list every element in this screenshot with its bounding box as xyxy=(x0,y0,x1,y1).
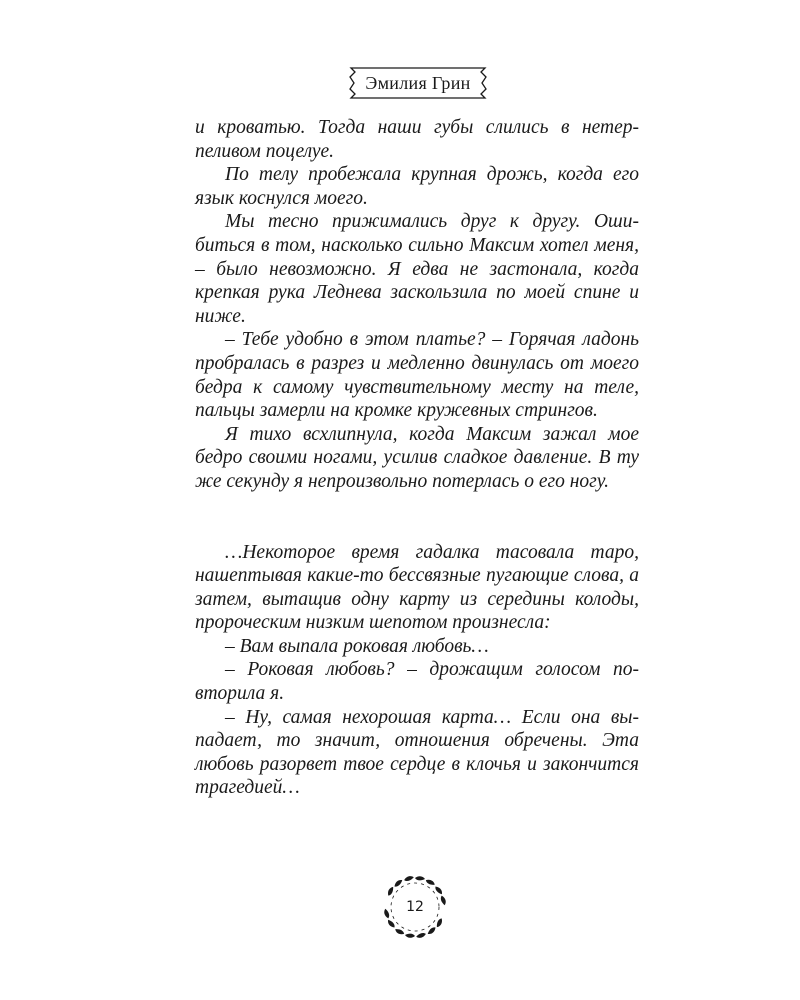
paragraph: По телу пробежала крупная дрожь, когда его язык коснулся моего. xyxy=(195,164,639,209)
section-break xyxy=(195,494,639,541)
paragraph: – Ну, самая нехорошая карта… Если она выпадает, то значит, отношения обречены. Эта любовь разорвет твое сердце в клочья и закончится трагедией… xyxy=(195,706,639,799)
paragraph: – Роковая любовь? – дрожащим голосом повторила я. xyxy=(195,659,639,705)
paragraph: …Некоторое время гадалка тасовала таро, нашептывая какие-то бессвязные пугающие слова, а затем, вытащив одну карту из середины колоды, пророческим низким шепотом произнесла: xyxy=(195,541,639,634)
header-author: Эмилия Грин xyxy=(365,73,471,93)
paragraph: – Вам выпала роковая любовь… xyxy=(225,635,489,657)
paragraph: – Тебе удобно в этом платье? – Горячая ладонь пробралась в разрез и медленно двинулась от моего бедра к самому чувствительному месту на теле, пальцы замерли на кромке кружевных стрингов. xyxy=(195,329,639,422)
paragraph: и кроватью. Тогда наши губы слились в нетерпеливом поцелуе. xyxy=(195,117,639,162)
page-number-ornament xyxy=(380,872,450,942)
running-header xyxy=(345,66,491,100)
paragraph: Мы тесно прижимались друг к другу. Ошибиться в том, насколько сильно Максим хотел меня, – было невозможно. Я едва не застонала, когда крепкая рука Леднева заскользила по моей спине и ниже. xyxy=(195,211,639,327)
body-text xyxy=(195,116,639,800)
page-number: 12 xyxy=(406,899,424,915)
paragraph: Я тихо всхлипнула, когда Максим зажал мое бедро своими ногами, усилив сладкое давление. В ту же секунду я непроизвольно потерлась о его ногу. xyxy=(195,423,639,492)
